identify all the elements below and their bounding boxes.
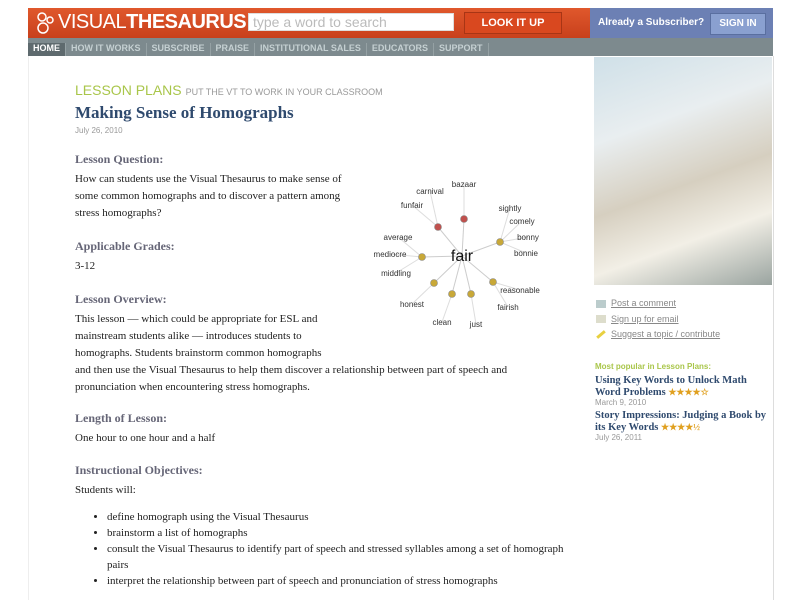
popular-title-text: Using Key Words to Unlock Math Word Problems [595, 375, 747, 398]
meaning-node[interactable] [435, 224, 442, 231]
word-label[interactable]: comely [509, 217, 535, 226]
objective-item: • brainstorm a list of homographs [107, 525, 565, 541]
logo-text-bold: THESAURUS [126, 11, 247, 33]
word-label[interactable]: funfair [400, 201, 424, 210]
popular-heading: Most popular in Lesson Plans: [595, 362, 712, 371]
word-label[interactable]: carnival [416, 187, 444, 196]
section-kicker [75, 82, 383, 98]
main-nav [28, 38, 773, 56]
meaning-node[interactable] [449, 291, 456, 298]
word-label[interactable]: mediocre [373, 250, 407, 259]
meaning-node[interactable] [490, 279, 497, 286]
word-map[interactable] [360, 175, 560, 335]
header-bar [28, 8, 590, 38]
word-label[interactable]: clean [432, 318, 452, 327]
nav-subscribe[interactable]: SUBSCRIBE [147, 43, 211, 61]
rating-stars: ★★★★☆ [668, 386, 709, 397]
subscriber-text: Already a Subscriber? [598, 17, 705, 28]
grades-heading: Applicable Grades: [75, 239, 175, 253]
sidebar-links [596, 298, 720, 345]
nav-support[interactable]: SUPPORT [434, 43, 489, 61]
grades-text: 3-12 [75, 260, 96, 272]
word-label[interactable]: reasonable [500, 286, 540, 295]
word-label[interactable]: just [469, 320, 483, 329]
meaning-node[interactable] [461, 216, 468, 223]
section-label: LESSON PLANS [75, 82, 182, 98]
divider [773, 56, 774, 600]
objectives-heading: Instructional Objectives: [75, 463, 203, 477]
popular-item-date: March 9, 2010 [595, 398, 647, 407]
nav-how-it-works[interactable]: HOW IT WORKS [66, 43, 147, 61]
meaning-node[interactable] [497, 239, 504, 246]
email-signup-link[interactable] [596, 314, 720, 330]
word-label[interactable]: sightly [498, 204, 522, 213]
popular-item-title[interactable] [595, 410, 770, 433]
logo[interactable] [36, 11, 246, 34]
subscriber-area [590, 8, 773, 38]
word-label[interactable]: fairish [497, 303, 519, 312]
word-label[interactable]: honest [399, 300, 425, 309]
sidebar-photo [594, 57, 772, 285]
post-comment-link[interactable] [596, 298, 720, 314]
overview-heading: Lesson Overview: [75, 292, 167, 306]
popular-item-title[interactable] [595, 375, 770, 398]
link-label: Suggest a topic / contribute [611, 329, 721, 339]
objectives-list [75, 509, 565, 589]
objectives-intro: Students will: [75, 484, 136, 496]
logo-text: VISUAL [58, 11, 127, 33]
article-date: July 26, 2010 [75, 126, 123, 135]
sign-in-button[interactable]: SIGN IN [710, 13, 766, 35]
word-label[interactable]: bonnie [513, 249, 539, 258]
suggest-topic-link[interactable] [596, 329, 720, 345]
popular-title-text: Story Impressions: Judging a Book by its Key Words [595, 410, 767, 433]
nav-praise[interactable]: PRAISE [211, 43, 256, 61]
popular-lessons [595, 362, 770, 445]
link-label: Post a comment [611, 298, 677, 308]
email-icon [596, 315, 606, 323]
objective-item: • consult the Visual Thesaurus to identify part of speech and stressed syllables among a set of homograph pairs [107, 541, 565, 573]
length-text: One hour to one hour and a half [75, 432, 216, 444]
center-word[interactable]: fair [450, 248, 474, 265]
word-label[interactable]: middling [381, 269, 411, 278]
nav-home[interactable]: HOME [28, 43, 66, 61]
word-label[interactable]: bazaar [451, 180, 477, 189]
objective-item: • interpret the relationship between part of speech and pronunciation of stress homographs [107, 573, 565, 589]
link-label: Sign up for email [611, 313, 679, 324]
page-title: Making Sense of Homographs [75, 103, 294, 122]
overview-text: This lesson — which could be appropriate for ESL and mainstream students alike — introduces students to homographs. Students brainstorm common homographs [75, 313, 322, 359]
popular-item-date: July 26, 2011 [595, 433, 642, 442]
nav-institutional-sales[interactable]: INSTITUTIONAL SALES [255, 43, 367, 61]
meaning-node[interactable] [419, 254, 426, 261]
comment-icon [596, 300, 606, 308]
rating-stars: ★★★★½ [661, 421, 701, 432]
objective-item: • define homograph using the Visual Thesaurus [107, 509, 565, 525]
nav-educators[interactable]: EDUCATORS [367, 43, 434, 61]
section-tagline: PUT THE VT TO WORK IN YOUR CLASSROOM [185, 87, 383, 97]
search-input[interactable]: type a word to search [248, 13, 454, 31]
word-label[interactable]: bonny [517, 233, 539, 242]
meaning-node[interactable] [431, 280, 438, 287]
overview-text-cont: and then use the Visual Thesaurus to help them discover a relationship between part of speech and pronunciation when encountering stress homographs. [75, 364, 508, 393]
meaning-node[interactable] [468, 291, 475, 298]
pencil-icon [596, 330, 606, 339]
question-text: How can students use the Visual Thesaurus to make sense of some common homographs and to discover a pattern among stress homographs? [75, 173, 342, 219]
look-it-up-button[interactable]: LOOK IT UP [464, 12, 562, 34]
question-heading: Lesson Question: [75, 152, 164, 166]
logo-icon [36, 12, 56, 34]
length-heading: Length of Lesson: [75, 411, 168, 425]
word-label[interactable]: average [383, 233, 413, 242]
